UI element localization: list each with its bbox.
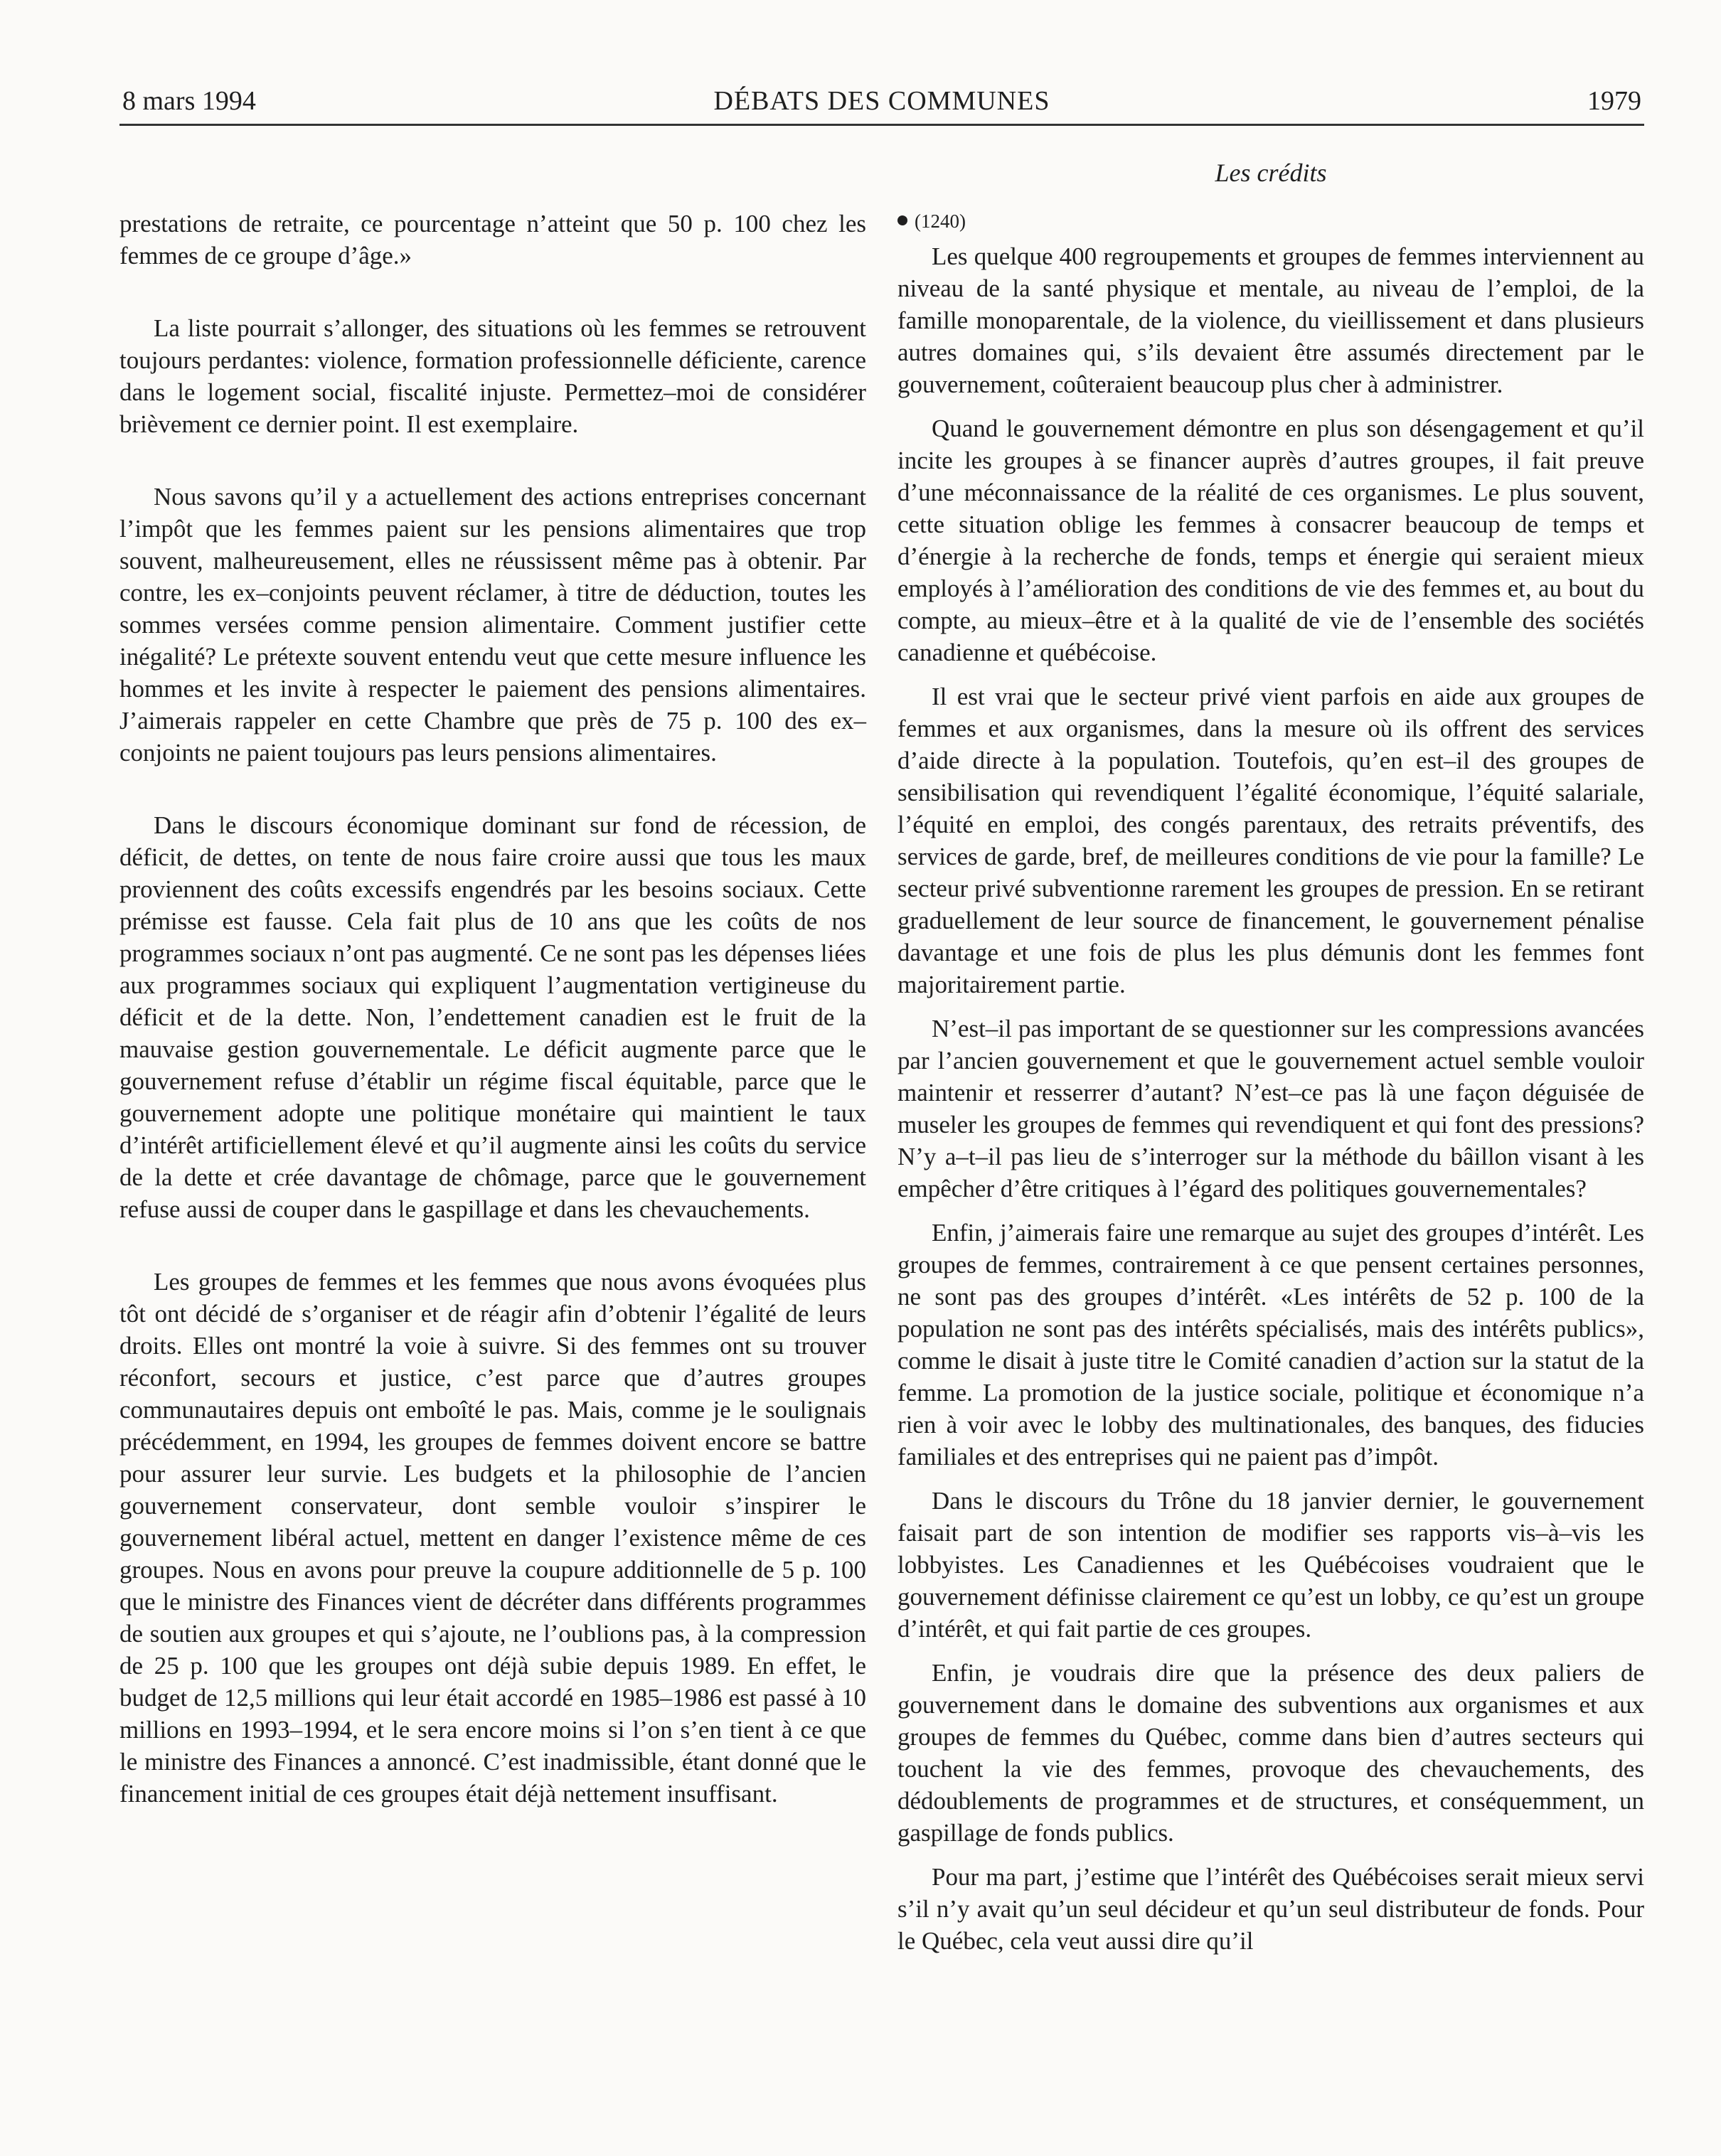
paragraph: Enfin, je voudrais dire que la présence des deux paliers de gouvernement dans le domaine des subventions aux organismes et aux groupes de femmes du Québec, comme dans bien d’autres secteurs qui touchent la vie des femmes, provoque des chevauchements, des dédoublements de programmes et de structures, et conséquemment, un gaspillage de fonds publics. — [897, 1659, 1644, 1847]
header-date: 8 mars 1994 — [122, 86, 256, 116]
paragraph: Nous savons qu’il y a actuellement des actions entreprises concernant l’impôt que les femmes paient sur les pensions alimentaires que trop souvent, malheureusement, elles ne réussissent même pas à obtenir. Par contre, les ex–conjoints peuvent réclamer, à titre de déduction, toutes les sommes versées comme pension alimentaire. Comment justifier cette inégalité? Le prétexte souvent entendu veut que cette mesure influence les hommes et les invite à respecter le paiement des pensions alimentaires. J’aimerais rappeler en cette Chambre que près de 75 p. 100 des ex–conjoints ne paient toujours pas leurs pensions alimentaires. — [119, 483, 866, 767]
paragraph: Les quelque 400 regroupements et groupes de femmes interviennent au niveau de la santé physique et mentale, au niveau de l’emploi, de la famille monoparentale, de la violence, du vieillissement et dans plusieurs autres domaines qui, s’ils devaient être assumés directement par le gouvernement, coûteraient beaucoup plus cher à administrer. — [897, 242, 1644, 398]
header-title: DÉBATS DES COMMUNES — [713, 86, 1050, 116]
time-marker — [897, 209, 1644, 233]
page-number: 1979 — [1587, 86, 1641, 116]
right-column — [897, 208, 1644, 1969]
section-title: Les crédits — [1215, 159, 1327, 187]
paragraph: La liste pourrait s’allonger, des situations où les femmes se retrouvent toujours perdantes: violence, formation professionnelle déficiente, carence dans le logement social, fiscalité injuste. Permettez–moi de considérer brièvement ce dernier point. Il est exemplaire. — [119, 314, 866, 438]
page-header — [119, 80, 1644, 126]
paragraph: N’est–il pas important de se questionner sur les compressions avancées par l’ancien gouvernement et que le gouvernement actuel semble vouloir maintenir et resserrer d’autant? N’est–ce pas là une façon déguisée de museler les groupes de femmes qui revendiquent et qui font des pressions? N’y a–t–il pas lieu de s’interroger sur la méthode du bâillon visant à les empêcher d’être critiques à l’égard des politiques gouvernementales? — [897, 1015, 1644, 1202]
paragraph: Dans le discours du Trône du 18 janvier dernier, le gouvernement faisait part de son intention de modifier ses rapports vis–à–vis les lobbyistes. Les Canadiennes et les Québécoises voudraient que le gouvernement définisse clairement ce qu’est un lobby, ce qu’est un groupe d’intérêt, et qui fait partie de ces groupes. — [897, 1487, 1644, 1643]
time-marker-text: (1240) — [915, 210, 966, 232]
paragraph: Dans le discours économique dominant sur fond de récession, de déficit, de dettes, on tente de nous faire croire aussi que tous les maux proviennent des coûts excessifs engendrés par les besoins sociaux. Cette prémisse est fausse. Cela fait plus de 10 ans que les coûts de nos programmes sociaux n’ont pas augmenté. Ce ne sont pas les dépenses liées aux programmes sociaux qui expliquent l’augmentation vertigineuse du déficit et de la dette. Non, l’endettement canadien est le fruit de la mauvaise gestion gouvernementale. Le déficit augmente parce que le gouvernement refuse d’établir un régime fiscal équitable, parce que le gouvernement adopte une politique monétaire qui maintient le taux d’intérêt artificiellement élevé et qu’il augmente ainsi les coûts du service de la dette et crée davantage de chômage, parce que le gouvernement refuse aussi de couper dans le gaspillage et dans les chevauchements. — [119, 811, 866, 1223]
bullet-icon — [897, 215, 907, 225]
paragraph: Pour ma part, j’estime que l’intérêt des Québécoises serait mieux servi s’il n’y avait qu’un seul décideur et qu’un seul distributeur de fonds. Pour le Québec, cela veut aussi dire qu’il — [897, 1863, 1644, 1955]
left-column — [119, 208, 866, 1850]
paragraph: prestations de retraite, ce pourcentage n’atteint que 50 p. 100 chez les femmes de ce groupe d’âge.» — [119, 210, 866, 270]
paragraph: Il est vrai que le secteur privé vient parfois en aide aux groupes de femmes et aux organismes, dans la mesure où ils offrent des services d’aide directe à la population. Toutefois, qu’en est–il des groupes de sensibilisation qui revendiquent l’égalité économique, l’équité salariale, l’équité en emploi, des congés parentaux, des retraits préventifs, des services de garde, bref, de meilleures conditions de vie pour la famille? Le secteur privé subventionne rarement les groupes de pression. En se retirant graduellement de leur source de financement, le gouvernement pénalise davantage et une fois de plus les plus démunis dont les femmes font majoritairement partie. — [897, 683, 1644, 998]
paragraph: Quand le gouvernement démontre en plus son désengagement et qu’il incite les groupes à se financer auprès d’autres groupes, il fait preuve d’une méconnaissance de la réalité de ces organismes. Le plus souvent, cette situation oblige les femmes à consacrer beaucoup de temps et d’énergie à la recherche de fonds, temps et énergie qui seraient mieux employés à l’amélioration des conditions de vie des femmes et, au bout du compte, au mieux–être et à la qualité de vie de l’ensemble des sociétés canadienne et québécoise. — [897, 415, 1644, 666]
paragraph: Enfin, j’aimerais faire une remarque au sujet des groupes d’intérêt. Les groupes de femmes, contrairement à ce que pensent certaines personnes, ne sont pas des groupes d’intérêt. «Les intérêts de 52 p. 100 de la population ne sont pas des intérêts spécialisés, mais des intérêts publics», comme le disait à juste titre le Comité canadien d’action sur la statut de la femme. La promotion de la justice sociale, politique et économique n’a rien à voir avec le lobby des multinationales, des banques, des fiducies familiales et des entreprises qui ne paient pas d’impôt. — [897, 1219, 1644, 1471]
paragraph: Les groupes de femmes et les femmes que nous avons évoquées plus tôt ont décidé de s’organiser et de réagir afin d’obtenir l’égalité de leurs droits. Elles ont montré la voie à suivre. Si des femmes ont su trouver réconfort, secours et justice, c’est parce que d’autres groupes communautaires depuis ont emboîté le pas. Mais, comme je le soulignais précédemment, en 1994, les groupes de femmes doivent encore se battre pour assurer leur survie. Les budgets et la philosophie de l’ancien gouvernement conservateur, dont semble vouloir s’inspirer le gouvernement libéral actuel, mettent en danger l’existence même de ces groupes. Nous en avons pour preuve la coupure additionnelle de 5 p. 100 que le ministre des Finances vient de décréter dans différents programmes de soutien aux groupes et qui s’ajoute, ne l’oublions pas, à la compression de 25 p. 100 que les groupes ont déjà subie depuis 1989. En effet, le budget de 12,5 millions qui leur était accordé en 1985–1986 est passé à 10 millions en 1993–1994, et le sera encore moins si l’on s’en tient à ce que le ministre des Finances a annoncé. C’est inadmissible, étant donné que le financement initial de ces groupes était déjà nettement insuffisant. — [119, 1268, 866, 1808]
